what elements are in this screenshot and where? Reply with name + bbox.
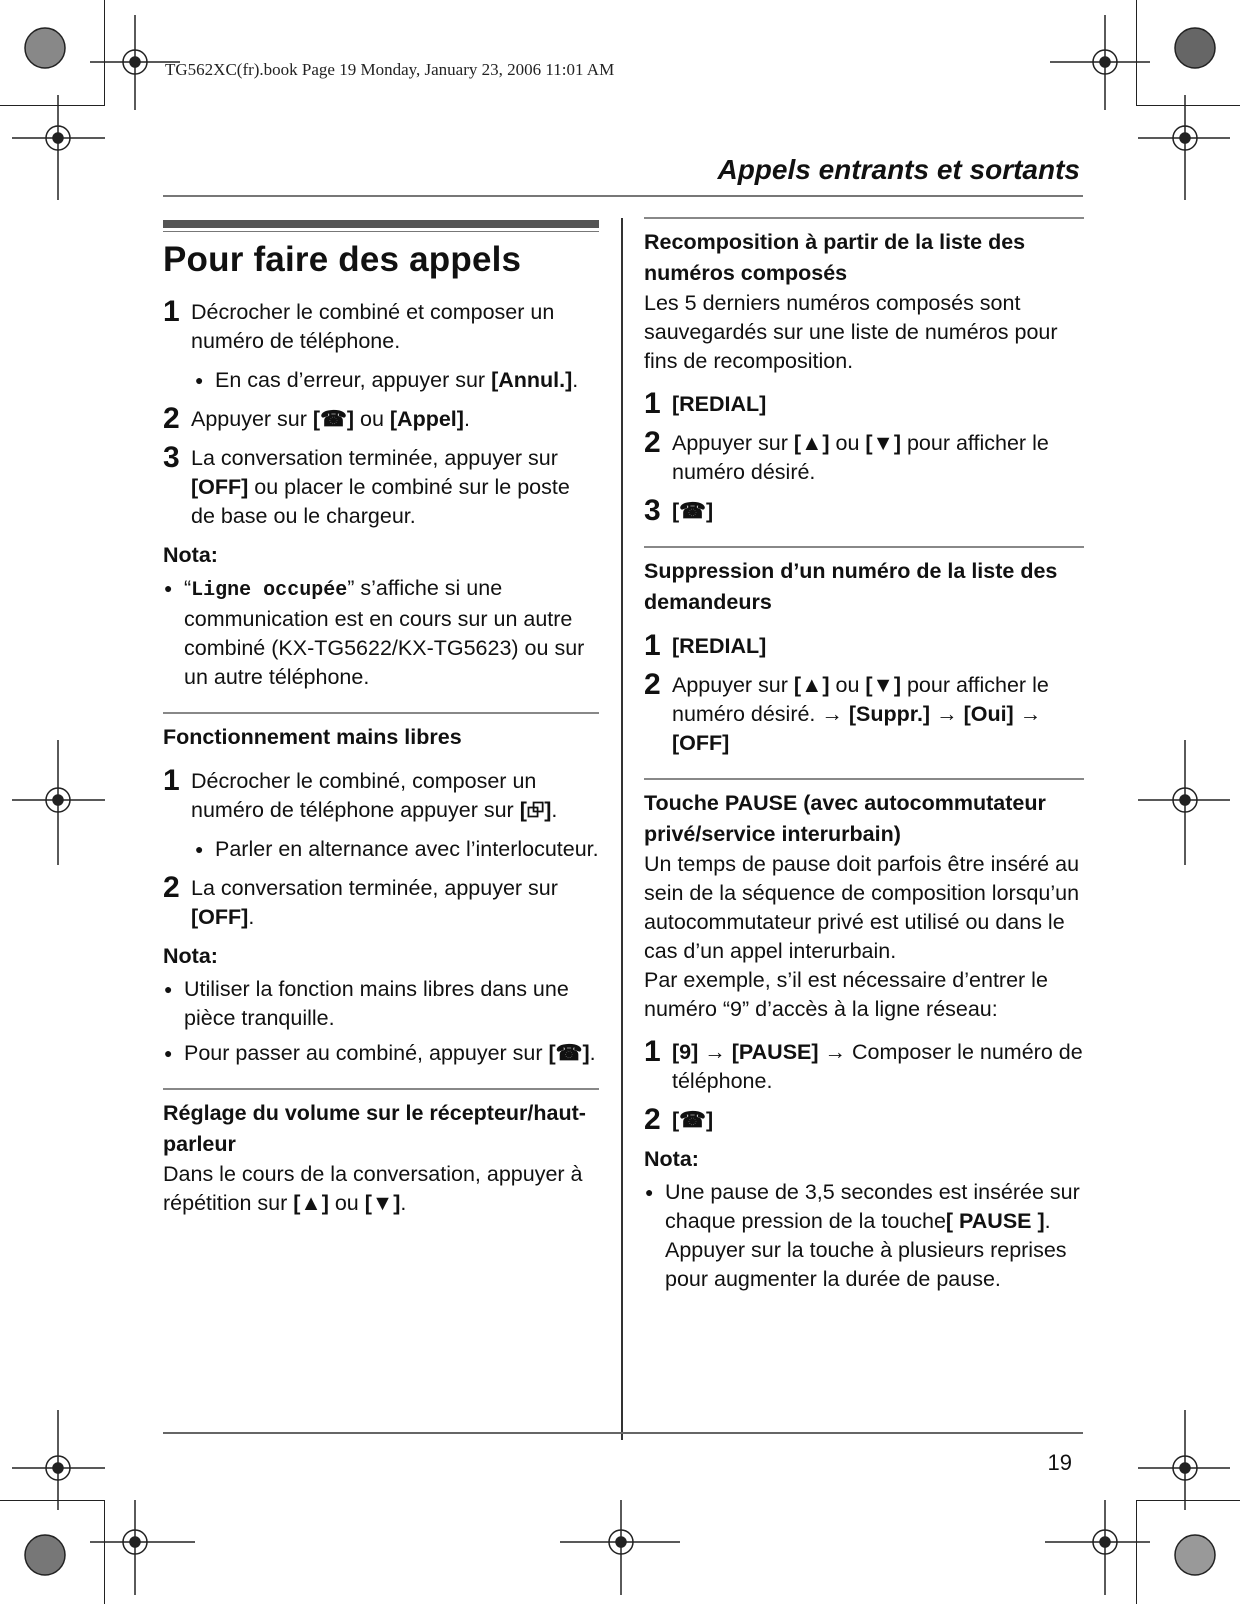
step-text: Décrocher le combiné et composer un numéro de téléphone. xyxy=(191,300,555,353)
talk-key: [☎] xyxy=(672,499,714,523)
step-number: 1 xyxy=(163,764,180,797)
step-1 xyxy=(644,1035,1084,1096)
step-2 xyxy=(163,871,599,932)
step-number: 1 xyxy=(644,387,661,420)
step-1 xyxy=(163,764,599,825)
left-column xyxy=(163,212,599,1218)
step-text: . xyxy=(248,905,255,929)
para-text: Dans le cours de la conversation, appuyer à répétition sur xyxy=(163,1162,583,1215)
subsection-title: Recomposition à partir de la liste des numéros composés xyxy=(644,230,1026,285)
step-number: 2 xyxy=(644,668,661,701)
step-2 xyxy=(163,402,599,435)
step-text: ou xyxy=(829,431,866,455)
paragraph xyxy=(163,1160,599,1218)
arrow-icon: → xyxy=(1019,702,1042,726)
redial-key: [REDIAL] xyxy=(672,392,767,416)
annul-key: [Annul.] xyxy=(491,368,573,392)
step-2 xyxy=(644,1103,1084,1136)
para-text: ou xyxy=(328,1191,365,1215)
step-number: 2 xyxy=(163,402,180,435)
up-key: [▲] xyxy=(793,431,830,455)
step-text: pour afficher le numéro désiré. xyxy=(672,431,1049,484)
bullet-text: Parler en alternance avec l’interlocuteur. xyxy=(215,837,599,861)
arrow-icon: → xyxy=(821,702,843,726)
arrow-icon: → xyxy=(824,1040,847,1064)
pause-key: [PAUSE] xyxy=(731,1040,819,1064)
step-2 xyxy=(644,426,1084,487)
step-text: Décrocher le combiné, composer un numéro de téléphone appuyer sur xyxy=(191,769,537,822)
quote-mark: “ xyxy=(184,576,192,600)
para-text: . xyxy=(400,1191,407,1215)
nota-item xyxy=(644,1178,1084,1294)
nota-text: Utiliser la fonction mains libres dans une pièce tranquille. xyxy=(184,977,569,1030)
step-2 xyxy=(644,668,1084,758)
page-number: 19 xyxy=(1047,1450,1072,1475)
display-message: Ligne occupée xyxy=(191,579,348,602)
nota-item xyxy=(163,975,599,1033)
paragraph: Les 5 derniers numéros composés sont sauvegardés sur une liste de numéros pour fins de recomposition. xyxy=(644,291,1058,373)
down-key: [▼] xyxy=(865,431,901,455)
step-1 xyxy=(644,629,1084,662)
step-text: pour afficher le numéro désiré. xyxy=(672,673,1049,726)
nota-heading: Nota: xyxy=(163,944,218,968)
bullet-icon: ● xyxy=(195,841,204,857)
step-text: Appuyer sur xyxy=(672,431,794,455)
subsection-title: Suppression d’un numéro de la liste des demandeurs xyxy=(644,559,1058,614)
step-1 xyxy=(644,387,1084,420)
nota-item xyxy=(163,1039,599,1068)
section-rule xyxy=(644,778,1084,780)
off-key: [OFF] xyxy=(191,905,249,929)
nota-text: . Appuyer sur la touche à plusieurs reprises pour augmenter la durée de pause. xyxy=(665,1209,1067,1291)
appel-key: [Appel] xyxy=(389,407,464,431)
header-rule xyxy=(163,195,1083,197)
bullet-icon: ● xyxy=(645,1184,654,1200)
step-text: Appuyer sur xyxy=(191,407,313,431)
step-1 xyxy=(163,295,599,356)
subsection-title: Fonctionnement mains libres xyxy=(163,725,462,749)
talk-key: [☎] xyxy=(312,407,355,431)
bullet-text: . xyxy=(572,368,579,392)
nota-text: ” s’affiche si une communication est en cours sur un autre combiné (KX-TG5622/KX-TG5623) ou sur un autre téléphone. xyxy=(184,576,585,689)
bullet-icon: ● xyxy=(164,580,173,596)
arrow-icon: → xyxy=(936,702,958,726)
step-text: . xyxy=(551,798,558,822)
step-text: . xyxy=(463,407,470,431)
nota-heading: Nota: xyxy=(644,1147,699,1171)
column-divider xyxy=(621,218,623,1440)
step-text: La conversation terminée, appuyer sur xyxy=(191,876,558,900)
title-bar xyxy=(163,220,599,228)
nota-heading: Nota: xyxy=(163,543,218,567)
step-number: 2 xyxy=(644,1103,661,1136)
off-key: [OFF] xyxy=(672,731,730,755)
step-number: 2 xyxy=(163,871,180,904)
pause-key: [ PAUSE ] xyxy=(945,1209,1045,1233)
up-key: [▲] xyxy=(793,673,830,697)
running-title: Appels entrants et sortants xyxy=(717,154,1080,185)
arrow-icon: → xyxy=(704,1040,726,1064)
talk-key: [☎] xyxy=(672,1108,714,1132)
file-info: TG562XC(fr).book Page 19 Monday, January 23, 2006 11:01 AM xyxy=(165,60,615,79)
suppr-key: [Suppr.] xyxy=(848,702,931,726)
section-title: Pour faire des appels xyxy=(163,240,522,279)
step-text: Appuyer sur xyxy=(672,673,794,697)
subsection-title: Touche PAUSE (avec autocommutateur privé/service interurbain) xyxy=(644,791,1046,846)
step-3 xyxy=(163,441,599,531)
bullet-item xyxy=(191,835,599,864)
bullet-icon: ● xyxy=(164,1045,173,1061)
step-number: 3 xyxy=(644,494,661,527)
section-rule xyxy=(163,1088,599,1090)
step-3 xyxy=(644,494,1084,527)
bullet-icon: ● xyxy=(195,372,204,388)
bullet-icon: ● xyxy=(164,981,173,997)
step-number: 1 xyxy=(644,629,661,662)
down-key: [▼] xyxy=(865,673,901,697)
step-text: ou xyxy=(829,673,866,697)
subsection-title: Réglage du volume sur le récepteur/haut-parleur xyxy=(163,1101,586,1156)
off-key: [OFF] xyxy=(191,475,249,499)
oui-key: [Oui] xyxy=(963,702,1014,726)
nota-text: Pour passer au combiné, appuyer sur xyxy=(184,1041,549,1065)
step-number: 1 xyxy=(644,1035,661,1068)
nine-key: [9] xyxy=(672,1040,699,1064)
right-column xyxy=(644,212,1084,1300)
down-key: [▼] xyxy=(364,1191,401,1215)
section-rule xyxy=(644,546,1084,548)
bullet-item xyxy=(191,366,599,395)
paragraph: Un temps de pause doit parfois être inséré au sein de la séquence de composition lorsqu’un autocommutateur privé est utilisé ou dans le cas d’un appel interurbain. xyxy=(644,852,1080,963)
paragraph: Par exemple, s’il est nécessaire d’entrer le numéro “9” d’accès à la ligne réseau: xyxy=(644,968,1048,1021)
speaker-key: [⮺] xyxy=(519,798,552,822)
footer-rule xyxy=(163,1432,1083,1434)
section-rule xyxy=(163,712,599,714)
talk-key: [☎] xyxy=(548,1041,590,1065)
step-text: Composer le numéro de téléphone. xyxy=(672,1040,1083,1093)
section-rule xyxy=(644,217,1084,219)
redial-key: [REDIAL] xyxy=(672,634,767,658)
step-text: ou placer le combiné sur le poste de base ou le chargeur. xyxy=(191,475,570,528)
nota-text: . xyxy=(589,1041,596,1065)
step-text: La conversation terminée, appuyer sur xyxy=(191,446,558,470)
nota-text: Une pause de 3,5 secondes est insérée sur chaque pression de la touche xyxy=(665,1180,1080,1233)
title-underline xyxy=(163,231,599,232)
step-number: 3 xyxy=(163,441,180,474)
step-number: 1 xyxy=(163,295,180,328)
nota-item xyxy=(163,574,599,692)
up-key: [▲] xyxy=(293,1191,329,1215)
step-number: 2 xyxy=(644,426,661,459)
bullet-text: En cas d’erreur, appuyer sur xyxy=(215,368,492,392)
step-text: ou xyxy=(354,407,390,431)
